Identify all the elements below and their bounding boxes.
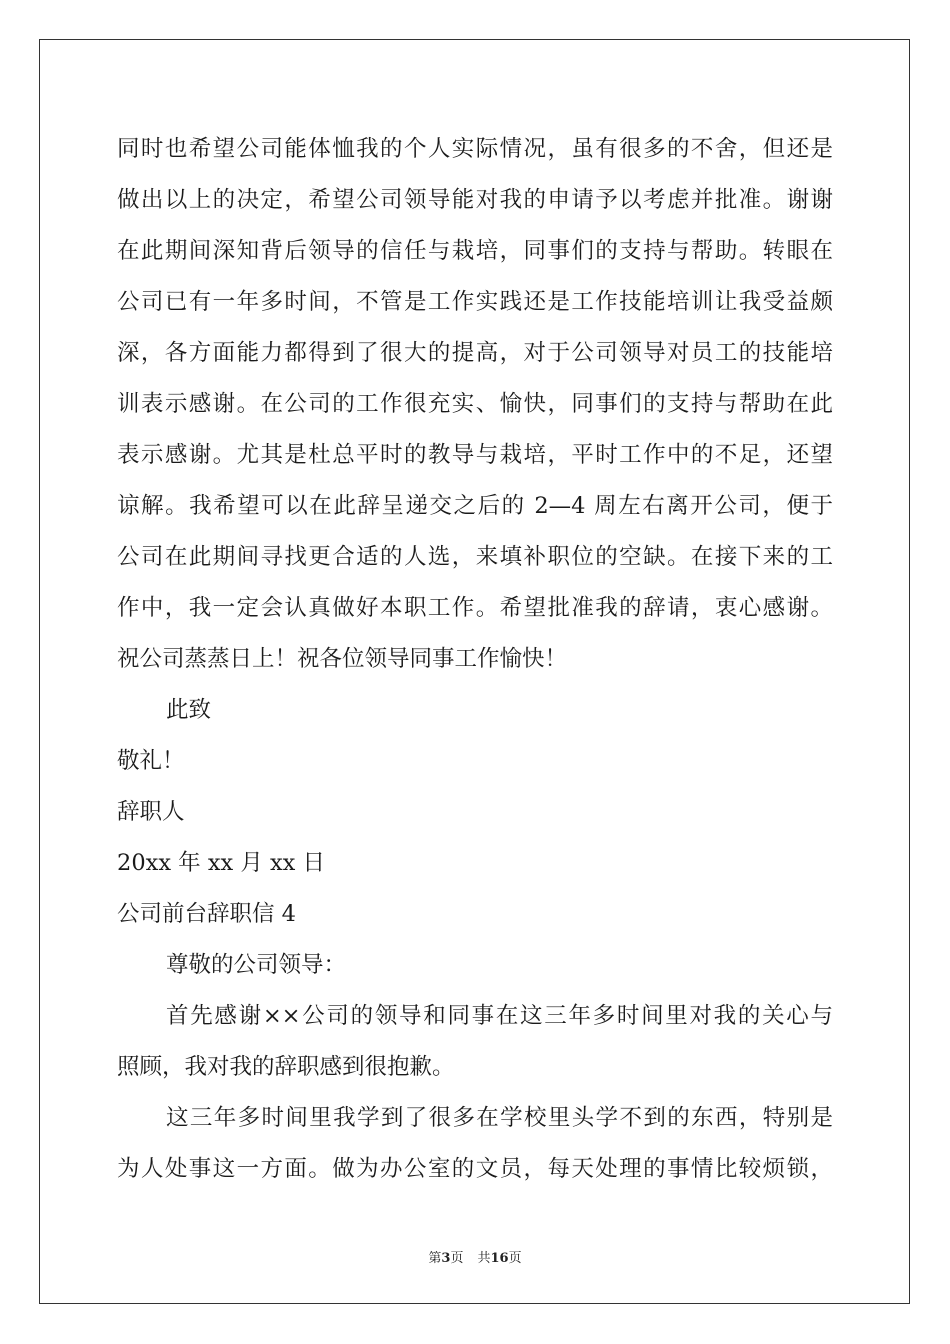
body-line: 做出以上的决定，希望公司领导能对我的申请予以考虑并批准。谢谢 (117, 187, 833, 213)
body-line: 在此期间深知背后领导的信任与栽培，同事们的支持与帮助。转眼在 (117, 238, 833, 264)
page-suffix: 页 (450, 1251, 464, 1266)
document-body (117, 124, 833, 1195)
closing-phrase: 此致 (166, 697, 212, 723)
page-footer (0, 1247, 950, 1266)
signer: 辞职人 (117, 799, 185, 825)
paragraph-line: 照顾，我对我的辞职感到很抱歉。 (117, 1054, 455, 1080)
body-line: 公司已有一年多时间，不管是工作实践还是工作技能培训让我受益颇 (117, 289, 833, 315)
body-line: 谅解。我希望可以在此辞呈递交之后的 2—4 周左右离开公司，便于 (117, 493, 833, 519)
total-suffix: 页 (508, 1251, 522, 1266)
paragraph-line: 首先感谢××公司的领导和同事在这三年多时间里对我的关心与 (166, 1003, 833, 1029)
body-line: 公司在此期间寻找更合适的人选，来填补职位的空缺。在接下来的工 (117, 544, 833, 570)
salute: 敬礼！ (117, 748, 185, 774)
body-line: 表示感谢。尤其是杜总平时的教导与栽培，平时工作中的不足，还望 (117, 442, 833, 468)
date: 20xx 年 xx 月 xx 日 (117, 850, 326, 876)
page-number: 3 (441, 1251, 451, 1266)
page-prefix: 第 (428, 1251, 442, 1266)
body-line: 祝公司蒸蒸日上！祝各位领导同事工作愉快！ (117, 646, 568, 672)
section-title: 公司前台辞职信 4 (117, 901, 296, 927)
paragraph-line: 这三年多时间里我学到了很多在学校里头学不到的东西，特别是 (166, 1105, 833, 1131)
body-line: 作中，我一定会认真做好本职工作。希望批准我的辞请，衷心感谢。 (117, 595, 833, 621)
body-line: 深，各方面能力都得到了很大的提高，对于公司领导对员工的技能培 (117, 340, 833, 366)
body-line: 训表示感谢。在公司的工作很充实、愉快，同事们的支持与帮助在此 (117, 391, 833, 417)
total-pages: 16 (490, 1251, 509, 1266)
greeting: 尊敬的公司领导： (166, 952, 347, 978)
body-line: 同时也希望公司能体恤我的个人实际情况，虽有很多的不舍，但还是 (117, 136, 833, 162)
paragraph-line: 为人处事这一方面。做为办公室的文员，每天处理的事情比较烦锁， (117, 1156, 833, 1182)
total-prefix: 共 (477, 1251, 491, 1266)
